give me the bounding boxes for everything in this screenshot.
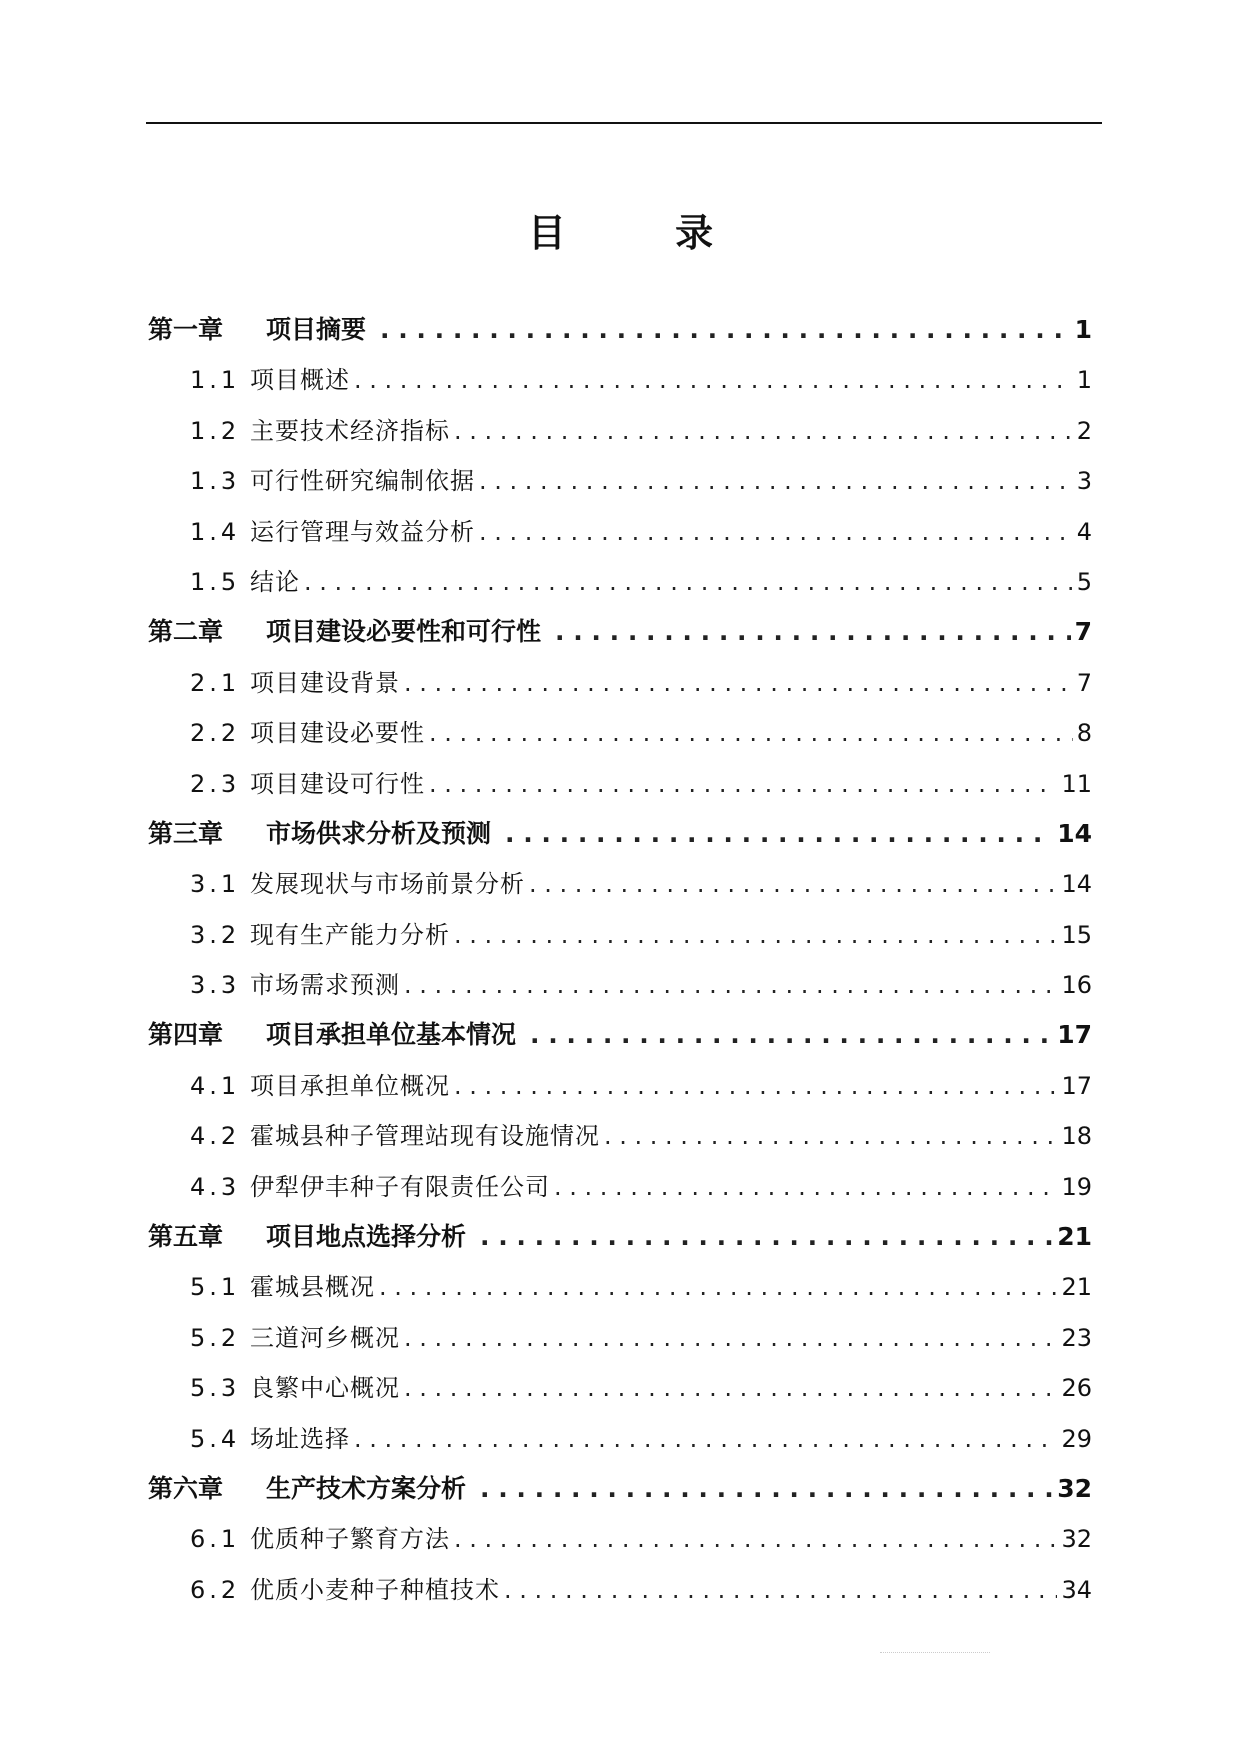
dot-leader bbox=[380, 305, 1071, 355]
entry-number: 1.5 bbox=[190, 567, 241, 596]
entry-title: 生产技术方案分析 bbox=[266, 1473, 467, 1503]
dot-leader bbox=[429, 708, 1073, 758]
entry-title: 市场供求分析及预测 bbox=[266, 818, 492, 848]
entry-title: 良繁中心概况 bbox=[250, 1374, 400, 1403]
entry-number: 6.1 bbox=[190, 1525, 241, 1554]
entry-title: 市场需求预测 bbox=[250, 971, 400, 1000]
entry-number: 6.2 bbox=[190, 1575, 241, 1604]
toc-section-entry[interactable] bbox=[148, 1162, 1092, 1212]
entry-number: 1.3 bbox=[190, 467, 241, 496]
entry-number: 5.3 bbox=[190, 1374, 241, 1403]
entry-number: 1.4 bbox=[190, 517, 241, 546]
entry-number: 第五章 bbox=[148, 1222, 224, 1252]
entry-number: 第六章 bbox=[148, 1473, 224, 1503]
entry-page-number: 26 bbox=[1061, 1374, 1092, 1403]
entry-number: 3.3 bbox=[190, 971, 241, 1000]
toc-section-entry[interactable] bbox=[148, 406, 1092, 456]
entry-page-number: 34 bbox=[1061, 1575, 1092, 1604]
dot-leader bbox=[454, 910, 1057, 960]
dot-leader bbox=[454, 406, 1073, 456]
entry-title: 项目建设必要性和可行性 bbox=[266, 617, 542, 647]
toc-section-entry[interactable] bbox=[148, 1414, 1092, 1464]
entry-page-number: 7 bbox=[1076, 668, 1092, 697]
entry-number: 第一章 bbox=[148, 314, 224, 344]
entry-page-number: 1 bbox=[1074, 314, 1092, 344]
toc-chapter-entry[interactable] bbox=[148, 305, 1092, 355]
entry-title: 霍城县概况 bbox=[250, 1273, 375, 1302]
entry-number: 第四章 bbox=[148, 1020, 224, 1050]
entry-page-number: 32 bbox=[1057, 1473, 1092, 1503]
entry-page-number: 32 bbox=[1061, 1525, 1092, 1554]
dot-leader bbox=[454, 1061, 1057, 1111]
toc-section-entry[interactable] bbox=[148, 859, 1092, 909]
entry-page-number: 21 bbox=[1057, 1222, 1092, 1252]
dot-leader bbox=[429, 759, 1057, 809]
entry-number: 第三章 bbox=[148, 818, 224, 848]
entry-page-number: 19 bbox=[1061, 1172, 1092, 1201]
entry-title: 项目建设可行性 bbox=[250, 769, 425, 798]
dot-leader bbox=[530, 1010, 1053, 1060]
entry-title: 场址选择 bbox=[250, 1424, 350, 1453]
toc-section-entry[interactable] bbox=[148, 910, 1092, 960]
entry-number: 1.2 bbox=[190, 416, 241, 445]
entry-number: 3.2 bbox=[190, 920, 241, 949]
entry-number: 1.1 bbox=[190, 366, 241, 395]
dot-leader bbox=[404, 1363, 1057, 1413]
toc-section-entry[interactable] bbox=[148, 507, 1092, 557]
entry-number: 5.4 bbox=[190, 1424, 241, 1453]
toc-section-entry[interactable] bbox=[148, 1313, 1092, 1363]
entry-title: 三道河乡概况 bbox=[250, 1323, 400, 1352]
dot-leader bbox=[555, 607, 1071, 657]
toc-chapter-entry[interactable] bbox=[148, 1212, 1092, 1262]
entry-title: 优质种子繁育方法 bbox=[250, 1525, 450, 1554]
toc-section-entry[interactable] bbox=[148, 1363, 1092, 1413]
entry-title: 项目建设背景 bbox=[250, 668, 400, 697]
entry-page-number: 1 bbox=[1076, 366, 1092, 395]
entry-title: 项目承担单位基本情况 bbox=[266, 1020, 517, 1050]
toc-chapter-entry[interactable] bbox=[148, 607, 1092, 657]
dot-leader bbox=[304, 557, 1073, 607]
dot-leader bbox=[480, 1212, 1053, 1262]
dot-leader bbox=[479, 456, 1073, 506]
dot-leader bbox=[479, 507, 1073, 557]
entry-page-number: 5 bbox=[1076, 567, 1092, 596]
entry-title: 项目摘要 bbox=[266, 314, 367, 344]
dot-leader bbox=[379, 1262, 1057, 1312]
entry-number: 3.1 bbox=[190, 870, 241, 899]
entry-page-number: 29 bbox=[1061, 1424, 1092, 1453]
dot-leader bbox=[604, 1111, 1057, 1161]
entry-title: 项目概述 bbox=[250, 366, 350, 395]
dot-leader bbox=[480, 1464, 1053, 1514]
entry-number: 2.1 bbox=[190, 668, 241, 697]
entry-page-number: 14 bbox=[1061, 870, 1092, 899]
header-rule bbox=[146, 122, 1102, 124]
entry-title: 主要技术经济指标 bbox=[250, 416, 450, 445]
toc-section-entry[interactable] bbox=[148, 759, 1092, 809]
entry-page-number: 7 bbox=[1074, 617, 1092, 647]
entry-title: 项目地点选择分析 bbox=[266, 1222, 467, 1252]
entry-page-number: 4 bbox=[1076, 517, 1092, 546]
toc-section-entry[interactable] bbox=[148, 1061, 1092, 1111]
dot-leader bbox=[529, 859, 1057, 909]
toc-section-entry[interactable] bbox=[148, 1514, 1092, 1564]
dot-leader bbox=[554, 1162, 1057, 1212]
entry-page-number: 3 bbox=[1076, 467, 1092, 496]
footer-mark bbox=[880, 1652, 990, 1653]
entry-title: 可行性研究编制依据 bbox=[250, 467, 475, 496]
entry-page-number: 17 bbox=[1057, 1020, 1092, 1050]
dot-leader bbox=[354, 355, 1073, 405]
entry-number: 2.3 bbox=[190, 769, 241, 798]
toc-section-entry[interactable] bbox=[148, 708, 1092, 758]
toc-section-entry[interactable] bbox=[148, 960, 1092, 1010]
entry-title: 项目建设必要性 bbox=[250, 719, 425, 748]
entry-number: 2.2 bbox=[190, 719, 241, 748]
entry-title: 现有生产能力分析 bbox=[250, 920, 450, 949]
toc-section-entry[interactable] bbox=[148, 355, 1092, 405]
entry-page-number: 17 bbox=[1061, 1071, 1092, 1100]
entry-page-number: 16 bbox=[1061, 971, 1092, 1000]
entry-page-number: 14 bbox=[1057, 818, 1092, 848]
toc-section-entry[interactable] bbox=[148, 658, 1092, 708]
entry-title: 运行管理与效益分析 bbox=[250, 517, 475, 546]
entry-page-number: 8 bbox=[1076, 719, 1092, 748]
dot-leader bbox=[354, 1414, 1057, 1464]
entry-number: 5.1 bbox=[190, 1273, 241, 1302]
entry-title: 结论 bbox=[250, 567, 300, 596]
table-of-contents bbox=[148, 305, 1092, 1615]
toc-title: 目 录 bbox=[527, 211, 762, 255]
entry-title: 优质小麦种子种植技术 bbox=[250, 1575, 500, 1604]
toc-chapter-entry[interactable] bbox=[148, 1010, 1092, 1060]
dot-leader bbox=[404, 960, 1057, 1010]
toc-chapter-entry[interactable] bbox=[148, 809, 1092, 859]
dot-leader bbox=[404, 658, 1073, 708]
dot-leader bbox=[404, 1313, 1057, 1363]
entry-page-number: 2 bbox=[1076, 416, 1092, 445]
toc-chapter-entry[interactable] bbox=[148, 1464, 1092, 1514]
entry-title: 霍城县种子管理站现有设施情况 bbox=[250, 1122, 600, 1151]
entry-title: 发展现状与市场前景分析 bbox=[250, 870, 525, 899]
toc-section-entry[interactable] bbox=[148, 1111, 1092, 1161]
entry-title: 伊犁伊丰种子有限责任公司 bbox=[250, 1172, 550, 1201]
toc-section-entry[interactable] bbox=[148, 557, 1092, 607]
dot-leader bbox=[454, 1514, 1057, 1564]
toc-section-entry[interactable] bbox=[148, 1262, 1092, 1312]
entry-number: 4.1 bbox=[190, 1071, 241, 1100]
entry-number: 第二章 bbox=[148, 617, 224, 647]
entry-page-number: 11 bbox=[1061, 769, 1092, 798]
entry-page-number: 23 bbox=[1061, 1323, 1092, 1352]
entry-page-number: 18 bbox=[1061, 1122, 1092, 1151]
dot-leader bbox=[505, 809, 1053, 859]
entry-page-number: 21 bbox=[1061, 1273, 1092, 1302]
toc-section-entry[interactable] bbox=[148, 456, 1092, 506]
entry-title: 项目承担单位概况 bbox=[250, 1071, 450, 1100]
dot-leader bbox=[504, 1565, 1057, 1615]
entry-number: 4.3 bbox=[190, 1172, 241, 1201]
entry-number: 4.2 bbox=[190, 1122, 241, 1151]
entry-number: 5.2 bbox=[190, 1323, 241, 1352]
entry-page-number: 15 bbox=[1061, 920, 1092, 949]
toc-section-entry[interactable] bbox=[148, 1565, 1092, 1615]
